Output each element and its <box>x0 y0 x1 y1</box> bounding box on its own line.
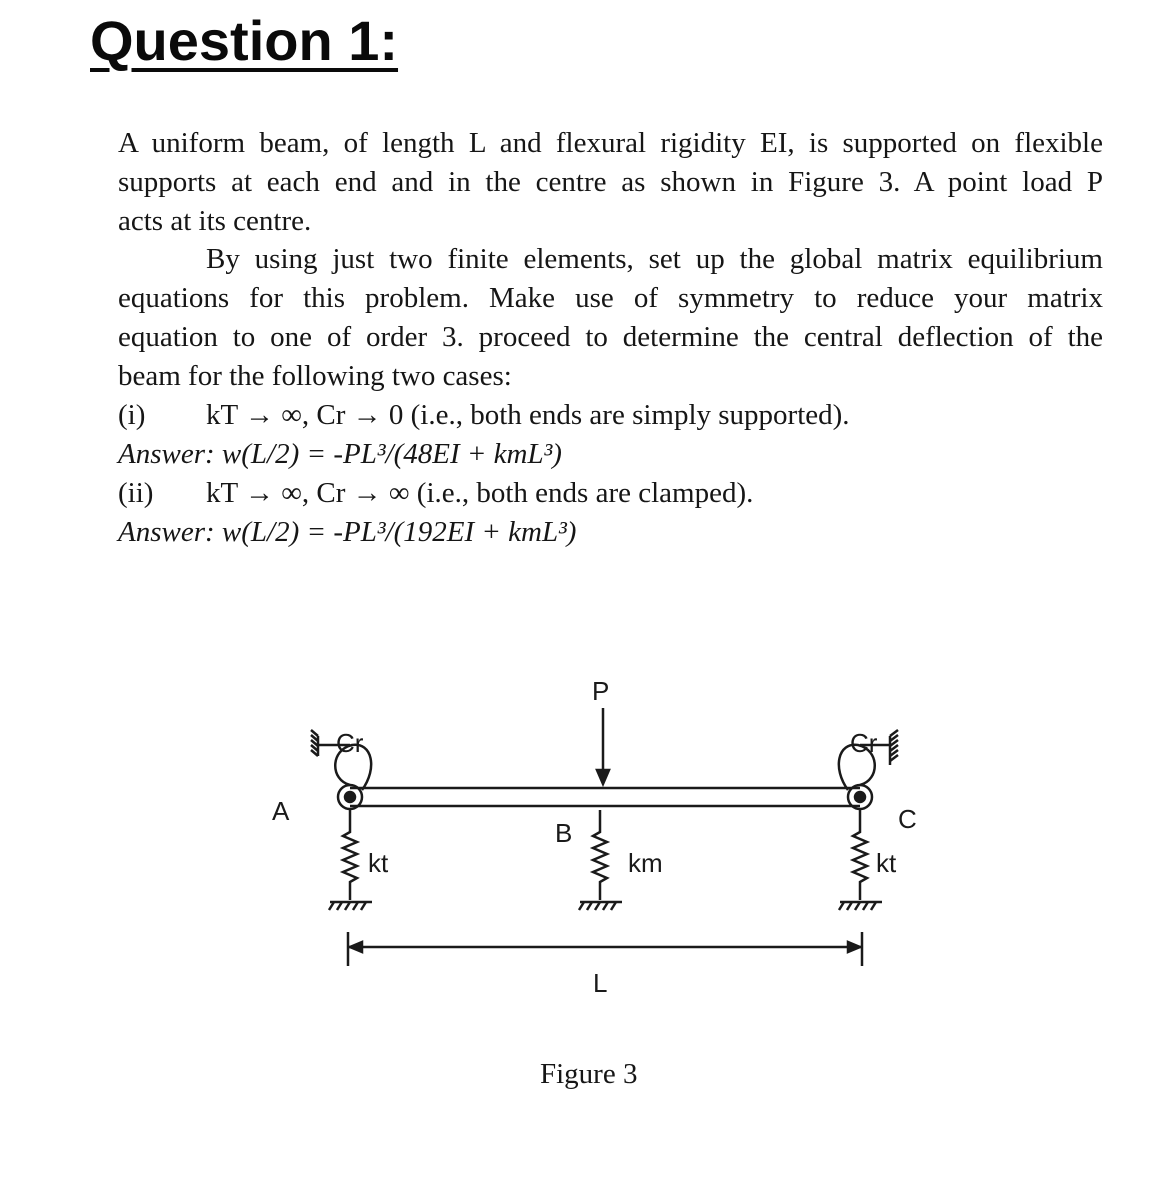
left-spring-label: kt <box>368 848 389 878</box>
question-title: Question 1: <box>90 9 399 72</box>
case-2-label: (ii) <box>118 477 154 509</box>
case-2-condition: kT → ∞, Cr → ∞ (i.e., both ends are clamped). <box>206 477 754 509</box>
paragraph-2-line-4: beam for the following two cases: <box>118 360 512 392</box>
point-b-label: B <box>555 818 573 848</box>
case-1-answer: Answer: w(L/2) = -PL³/(48EI + kmL³) <box>118 438 562 470</box>
beam-figure <box>0 640 1170 1060</box>
paragraph-1-line-2: supports at each end and in the centre as shown in Figure 3. A point load P <box>118 166 1103 198</box>
paragraph-1-line-1: A uniform beam, of length L and flexural rigidity EI, is supported on flexible <box>118 127 1103 159</box>
length-label: L <box>593 968 608 998</box>
left-translational-spring <box>343 810 357 900</box>
left-rotational-label: Cr <box>336 728 364 758</box>
point-c-label: C <box>898 804 917 834</box>
case-2 <box>118 474 754 513</box>
right-rotational-label: Cr <box>850 728 878 758</box>
paragraph-2-line-3: equation to one of order 3. proceed to determine the central deflection of the <box>118 321 1103 353</box>
point-a-label: A <box>272 796 290 826</box>
middle-translational-spring <box>593 810 607 900</box>
case-1 <box>118 396 850 435</box>
figure-caption: Figure 3 <box>540 1058 638 1090</box>
right-translational-spring <box>853 810 867 900</box>
case-2-answer: Answer: w(L/2) = -PL³/(192EI + kmL³) <box>118 516 577 548</box>
middle-spring-label: km <box>628 848 663 878</box>
paragraph-2-line-2: equations for this problem. Make use of symmetry to reduce your matrix <box>118 282 1103 314</box>
case-1-label: (i) <box>118 399 146 431</box>
paragraph-2-line-1: By using just two finite elements, set up the global matrix equilibrium <box>206 243 1103 275</box>
paragraph-1-line-3: acts at its centre. <box>118 205 312 237</box>
right-spring-label: kt <box>876 848 897 878</box>
case-1-condition: kT → ∞, Cr → 0 (i.e., both ends are simply supported). <box>206 399 850 431</box>
load-arrow-head <box>597 770 609 784</box>
load-label: P <box>592 676 610 706</box>
